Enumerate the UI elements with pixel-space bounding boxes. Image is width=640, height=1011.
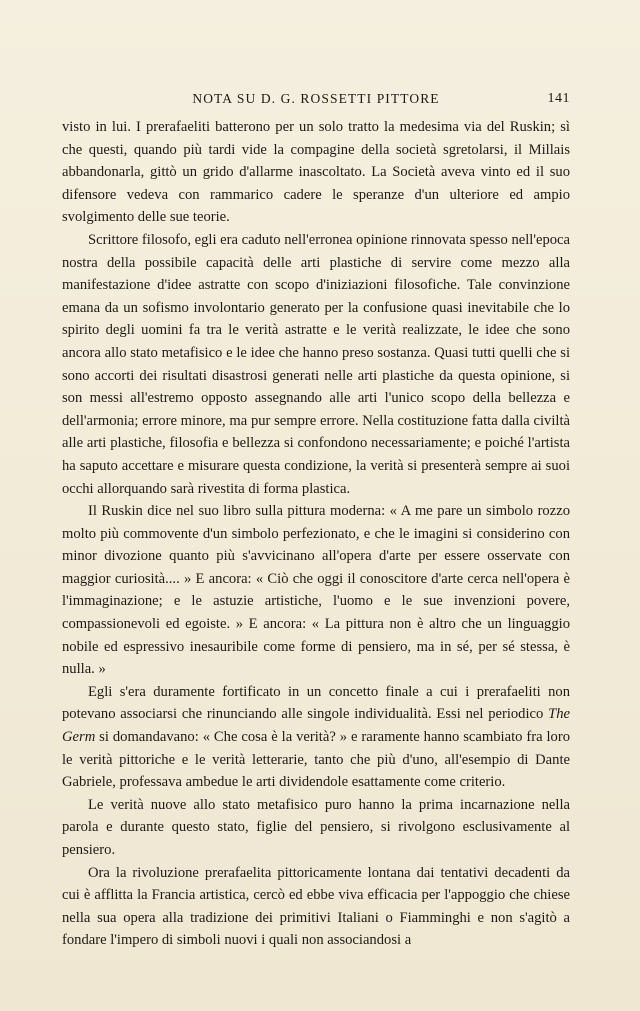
- periodical-title: The Germ: [62, 706, 570, 746]
- paragraph-philosopher: Scrittore filosofo, egli era caduto nell'erronea opinione rinnovata spesso nell'epoca nostra della possibile capacità delle arti plastiche di servire come mezzo alla manifestazione d'idee astratte con scopo d'iniziazioni filosofiche. Tale convinzione emana da un sofismo involontario generato per la confusione quasi inevitabile che lo spirito degli uomini fa tra le verità astratte e le verità realizzate, le idee che sono ancora allo stato metafisico e le idee che hanno preso sostanza. Quasi tutti quelli che si sono accorti dei risultati disastrosi generati nelle arti plastiche da questa opinione, si son messi all'estremo opposto assegnando alle arti l'unico scopo della bellezza e dell'armonia; errore minore, ma pur sempre errore. Nella costituzione fatta dalla civiltà alle arti plastiche, filosofia e bellezza si confondono necessariamente; e poiché l'artista ha saputo accettare e misurare questa condizione, la verità si presenterà sempre ai suoi occhi allorquando sarà rivestita di forma plastica.: [62, 231, 570, 497]
- paragraph-revolution: Ora la rivoluzione prerafaelita pittoricamente lontana dai tentativi decadenti da cui è afflitta la Francia artistica, cercò ed ebbe viva efficacia per l'appoggio che chiese nella sua opera alla tradizione dei primitivi Italiani o Fiamminghi e non s'agitò a fondare l'impero di simboli nuovi i quali non associandosi a: [62, 864, 570, 949]
- page-number: 141: [547, 91, 570, 106]
- paragraph-ruskin-quote: Il Ruskin dice nel suo libro sulla pittura moderna: « A me pare un simbolo rozzo molto più commovente d'un simbolo perfezionato, e che le imagini si considerino con minor divozione quanto più s'avvicinano all'opera d'arte per essere osservate con maggior curiosità.... » E ancora: « Ciò che oggi il conoscitore d'arte cerca nell'opera è l'immaginazione; e le astuzie artistiche, l'uomo e le sue invenzioni povere, compassionevoli ed egoiste. » E ancora: « La pittura non è altro che un linguaggio nobile ed espressivo inesauribile come forme di pensiero, ma in sé, per sé stessa, è nulla. »: [62, 503, 570, 678]
- body-text: [62, 116, 570, 952]
- paragraph-the-germ: [62, 681, 570, 794]
- paragraph-continuation: visto in lui. I prerafaeliti batterono per un solo tratto la medesima via del Ruskin; sì che questi, quando più tardi vide la compagine della società sgretolarsi, il Millais abbandonarla, gittò un grido d'allarme inascoltato. La Società aveva vinto ed il suo difensore vedeva con rammarico cadere le speranze d'un ulteriore ed ampio svolgimento delle sue teorie.: [62, 119, 570, 226]
- running-title: NOTA SU D. G. ROSSETTI PITTORE: [192, 91, 440, 106]
- running-header: [62, 89, 570, 109]
- paragraph-the-germ-end: si domandavano: « Che cosa è la verità? » e raramente hanno scambiato fra loro le verità pittoriche e le verità letterarie, tanto che più d'uno, all'esempio di Dante Gabriele, professava ambedue le arti dividendole esattamente come criterio.: [62, 729, 570, 791]
- paragraph-the-germ-start: Egli s'era duramente fortificato in un concetto finale a cui i prerafaeliti non potevano associarsi che rinunciando alle singole individualità. Essi nel periodico: [62, 683, 570, 723]
- paragraph-metaphysical-truths: Le verità nuove allo stato metafisico puro hanno la prima incarnazione nella parola e durante questo stato, figlie del pensiero, si rivolgono esclusivamente al pensiero.: [62, 796, 570, 858]
